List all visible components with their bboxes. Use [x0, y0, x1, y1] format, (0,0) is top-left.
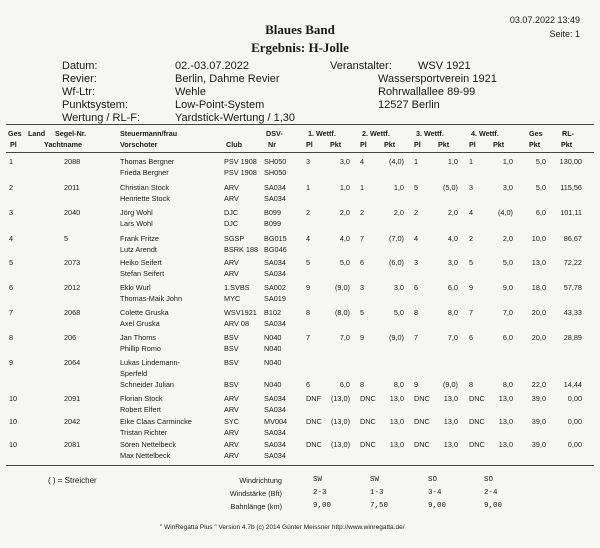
- cell-sailor: Colette Gruska: [120, 308, 169, 317]
- condition-value: SW: [370, 476, 380, 484]
- header-dsv: DSV-: [266, 129, 283, 138]
- cell-race-points: 8,0: [447, 308, 458, 317]
- header-race-pkt: Pkt: [330, 140, 342, 149]
- cell-race-points: 8,0: [502, 380, 513, 389]
- cell-sailor: Jörg Wohl: [120, 208, 153, 217]
- meta-value: Wehle: [175, 86, 206, 98]
- cell-club: ARV: [224, 194, 239, 203]
- header-ges: Ges: [8, 129, 22, 138]
- condition-value: SO: [428, 476, 438, 484]
- cell-total-points: 5,0: [535, 157, 546, 166]
- meta-label: Revier:: [62, 73, 97, 85]
- cell-race-points: (7,0): [388, 234, 404, 243]
- condition-value: 3-4: [428, 489, 442, 497]
- cell-club: BSV: [224, 333, 239, 342]
- header-race-pl: Pl: [469, 140, 476, 149]
- cell-rl-points: 43,33: [563, 308, 582, 317]
- header-race-4: 4. Wettf.: [471, 129, 499, 138]
- table-bottom-rule: [6, 465, 594, 466]
- cell-race-points: (4,0): [388, 157, 404, 166]
- cell-race-points: 6,0: [502, 333, 513, 342]
- cell-race-place: 9: [469, 283, 474, 292]
- cell-total-points: 13,0: [531, 258, 546, 267]
- cell-rl-points: 28,89: [563, 333, 582, 342]
- cell-race-place: DNC: [360, 440, 376, 449]
- cell-race-points: 2,0: [393, 208, 404, 217]
- cell-rl-points: 86,67: [563, 234, 582, 243]
- cell-race-points: 5,0: [393, 308, 404, 317]
- cell-race-points: 2,0: [502, 234, 513, 243]
- header-rl: RL-: [562, 129, 574, 138]
- cell-race-place: 6: [469, 333, 474, 342]
- header-race-pkt: Pkt: [384, 140, 396, 149]
- cell-rl-points: 130,00: [559, 157, 582, 166]
- header-race-pkt: Pkt: [438, 140, 450, 149]
- header-top-rule: [6, 124, 594, 125]
- cell-sailor: Florian Stock: [120, 394, 163, 403]
- cell-rl-points: 0,00: [567, 440, 582, 449]
- cell-race-points: 13,0: [443, 417, 458, 426]
- cell-race-place: 7: [360, 234, 365, 243]
- cell-dsv-number: SA034: [264, 269, 286, 278]
- cell-dsv-number: MV004: [264, 417, 288, 426]
- cell-sail-number: 2042: [64, 417, 81, 426]
- condition-value: SW: [313, 476, 323, 484]
- cell-race-place: DNC: [414, 440, 430, 449]
- cell-race-points: 9,0: [502, 283, 513, 292]
- organizer-line: Wassersportverein 1921: [378, 73, 497, 85]
- cell-sail-number: 2012: [64, 283, 81, 292]
- cell-race-place: 5: [414, 183, 419, 192]
- cell-race-place: 8: [414, 308, 419, 317]
- cell-rank: 10: [9, 417, 18, 426]
- cell-rank: 2: [9, 183, 14, 192]
- cell-race-points: 13,0: [443, 440, 458, 449]
- meta-value: Low-Point-System: [175, 99, 265, 111]
- cell-race-place: 1: [469, 157, 474, 166]
- cell-race-place: DNC: [469, 440, 485, 449]
- cell-sailor: Thomas Bergner: [120, 157, 175, 166]
- cell-race-points: (13,0): [330, 440, 350, 449]
- cell-dsv-number: B102: [264, 308, 282, 317]
- cell-sailor: Axel Gruska: [120, 319, 160, 328]
- organizer-line: 12527 Berlin: [378, 99, 440, 111]
- condition-label: Windstärke (Bft): [229, 489, 282, 498]
- cell-dsv-number: N040: [264, 358, 282, 367]
- cell-total-points: 39,0: [531, 440, 546, 449]
- cell-race-place: 3: [469, 183, 474, 192]
- timestamp: 03.07.2022 13:49: [509, 15, 580, 25]
- cell-race-points: 5,0: [339, 258, 350, 267]
- meta-label: Datum:: [62, 60, 98, 72]
- cell-race-points: (9,0): [334, 283, 350, 292]
- header-race-1: 1. Wettf.: [308, 129, 336, 138]
- cell-club: BSV: [224, 380, 239, 389]
- results-subtitle: Ergebnis: H-Jolle: [251, 40, 349, 55]
- cell-sail-number: 2068: [64, 308, 81, 317]
- cell-rank: 10: [9, 394, 18, 403]
- condition-value: 2-4: [484, 489, 498, 497]
- cell-dsv-number: SA034: [264, 405, 286, 414]
- cell-race-points: 6,0: [339, 380, 350, 389]
- cell-dsv-number: N040: [264, 380, 282, 389]
- cell-sailor: Ekki Wurl: [120, 283, 151, 292]
- header-race-2: 2. Wettf.: [362, 129, 390, 138]
- header-race-pl: Pl: [360, 140, 367, 149]
- cell-sailor: Frank Fritze: [120, 234, 159, 243]
- header-land: Land: [28, 129, 46, 138]
- cell-sailor: Thomas-Maik John: [120, 294, 183, 303]
- cell-race-points: (4,0): [497, 208, 513, 217]
- cell-race-points: (8,0): [334, 308, 350, 317]
- cell-race-place: 2: [360, 208, 365, 217]
- cell-sailor: Jan Thoms: [120, 333, 156, 342]
- header-vorschoter: Vorschoter: [120, 140, 158, 149]
- meta-value: Yardstick-Wertung / 1,30: [175, 112, 296, 124]
- event-title: Blaues Band: [265, 22, 335, 37]
- cell-sailor: Phillip Romo: [120, 344, 161, 353]
- cell-total-points: 10,0: [531, 234, 546, 243]
- header-race-3: 3. Wettf.: [416, 129, 444, 138]
- cell-race-points: 1,0: [393, 183, 404, 192]
- cell-club: ARV: [224, 258, 239, 267]
- cell-total-points: 22,0: [531, 380, 546, 389]
- cell-race-points: 13,0: [498, 394, 513, 403]
- cell-race-points: 1,0: [339, 183, 350, 192]
- cell-race-place: DNC: [360, 417, 376, 426]
- condition-value: 9,00: [313, 502, 332, 510]
- cell-race-place: DNC: [414, 394, 430, 403]
- cell-race-points: 7,0: [502, 308, 513, 317]
- cell-rl-points: 115,56: [560, 183, 582, 192]
- cell-race-place: DNC: [469, 394, 485, 403]
- cell-dsv-number: B099: [264, 208, 282, 217]
- cell-race-place: 9: [360, 333, 365, 342]
- cell-total-points: 6,0: [535, 208, 546, 217]
- cell-race-points: (5,0): [442, 183, 458, 192]
- condition-value: 9,00: [428, 502, 447, 510]
- cell-club: ARV 08: [224, 319, 250, 328]
- condition-value: 9,00: [484, 502, 503, 510]
- cell-rank: 3: [9, 208, 14, 217]
- cell-sailor: Eike Claas Carmincke: [120, 417, 192, 426]
- cell-race-points: 2,0: [339, 208, 350, 217]
- cell-race-place: 5: [469, 258, 474, 267]
- header-rl-pkt: Pkt: [561, 140, 573, 149]
- cell-club: ARV: [224, 183, 239, 192]
- cell-club: ARV: [224, 451, 239, 460]
- cell-race-points: (9,0): [388, 333, 404, 342]
- cell-total-points: 39,0: [531, 394, 546, 403]
- cell-race-place: 3: [306, 157, 311, 166]
- cell-sailor: Frieda Bergner: [120, 168, 169, 177]
- meta-value: 02.-03.07.2022: [175, 60, 250, 72]
- cell-race-place: DNC: [469, 417, 485, 426]
- cell-rank: 7: [9, 308, 14, 317]
- header-race-pl: Pl: [414, 140, 421, 149]
- cell-race-points: 3,0: [502, 183, 513, 192]
- cell-race-place: 4: [469, 208, 474, 217]
- cell-race-points: 8,0: [393, 380, 404, 389]
- cell-sail-number: 2088: [64, 157, 81, 166]
- meta-label: Wf-Ltr:: [62, 86, 95, 98]
- cell-race-points: (13,0): [330, 394, 350, 403]
- cell-race-place: DNF: [306, 394, 321, 403]
- cell-race-place: DNC: [306, 417, 322, 426]
- cell-dsv-number: SA002: [264, 283, 286, 292]
- cell-dsv-number: SA034: [264, 428, 286, 437]
- header-steuer: Steuermann/frau: [120, 129, 178, 138]
- cell-sailor: Tristan Richter: [120, 428, 168, 437]
- cell-sailor: Henriette Stock: [120, 194, 170, 203]
- header-pl: Pl: [10, 140, 17, 149]
- cell-sail-number: 5: [64, 234, 69, 243]
- cell-sailor: Robert Elfert: [120, 405, 161, 414]
- cell-dsv-number: N040: [264, 344, 282, 353]
- cell-rank: 5: [9, 258, 14, 267]
- cell-dsv-number: BG046: [264, 245, 287, 254]
- cell-sail-number: 2011: [64, 183, 80, 192]
- cell-race-points: 13,0: [389, 440, 404, 449]
- condition-label: Windrichtung: [239, 476, 282, 485]
- header-ges-pkt: Ges: [529, 129, 543, 138]
- cell-sailor: Lutz Arendt: [120, 245, 157, 254]
- cell-race-place: 1: [414, 157, 419, 166]
- cell-rank: 6: [9, 283, 14, 292]
- cell-rank: 10: [9, 440, 18, 449]
- cell-dsv-number: SA034: [264, 440, 286, 449]
- cell-sailor: Sören Nettelbeck: [120, 440, 176, 449]
- cell-race-points: 7,0: [447, 333, 458, 342]
- cell-club: MYC: [224, 294, 241, 303]
- cell-rl-points: 14,44: [563, 380, 582, 389]
- cell-race-points: 1,0: [502, 157, 513, 166]
- cell-sailor: Max Nettelbeck: [120, 451, 171, 460]
- cell-race-points: 5,0: [502, 258, 513, 267]
- condition-value: 2-3: [313, 489, 327, 497]
- cell-race-points: (13,0): [330, 417, 350, 426]
- cell-sailor: Lukas Lindemann-: [120, 358, 181, 367]
- organizer-code: WSV 1921: [418, 60, 471, 72]
- cell-race-place: 2: [469, 234, 474, 243]
- cell-club: BSRK 188: [224, 245, 259, 254]
- cell-race-points: 13,0: [498, 417, 513, 426]
- cell-total-points: 18,0: [531, 283, 546, 292]
- header-club: Club: [226, 140, 242, 149]
- cell-club: PSV 1908: [224, 168, 257, 177]
- cell-total-points: 20,0: [531, 333, 546, 342]
- cell-total-points: 39,0: [531, 417, 546, 426]
- cell-sail-number: 2040: [64, 208, 81, 217]
- cell-race-place: 7: [414, 333, 419, 342]
- cell-rank: 8: [9, 333, 14, 342]
- cell-race-points: 3,0: [339, 157, 350, 166]
- cell-race-place: 4: [360, 157, 365, 166]
- cell-dsv-number: SH050: [264, 157, 287, 166]
- cell-total-points: 5,0: [535, 183, 546, 192]
- cell-club: ARV: [224, 428, 239, 437]
- cell-club: ARV: [224, 269, 239, 278]
- cell-race-points: (9,0): [442, 380, 458, 389]
- cell-race-place: DNC: [306, 440, 322, 449]
- cell-race-place: 2: [414, 208, 419, 217]
- organizer-label: Veranstalter:: [330, 60, 392, 72]
- header-race-pl: Pl: [306, 140, 313, 149]
- cell-sail-number: 206: [64, 333, 77, 342]
- cell-club: ARV: [224, 440, 239, 449]
- cell-dsv-number: B099: [264, 219, 282, 228]
- cell-club: PSV 1908: [224, 157, 257, 166]
- condition-label: Bahnlänge (km): [230, 502, 282, 511]
- cell-race-place: 1: [306, 183, 311, 192]
- meta-value: Berlin, Dahme Revier: [175, 73, 280, 85]
- cell-sail-number: 2091: [64, 394, 81, 403]
- cell-rl-points: 57,78: [563, 283, 582, 292]
- cell-race-place: 6: [360, 258, 365, 267]
- cell-race-points: 4,0: [339, 234, 350, 243]
- organizer-line: Rohrwallallee 89-99: [378, 86, 476, 98]
- cell-race-points: 2,0: [447, 208, 458, 217]
- cell-race-points: 13,0: [443, 394, 458, 403]
- cell-club: DJC: [224, 208, 239, 217]
- discard-legend: ( ) = Streicher: [48, 476, 97, 485]
- cell-race-place: 3: [360, 283, 365, 292]
- cell-race-place: 9: [414, 380, 419, 389]
- cell-race-place: 1: [360, 183, 365, 192]
- cell-rank: 1: [9, 157, 14, 166]
- header-dsv-nr: Nr: [268, 140, 276, 149]
- cell-race-points: 13,0: [389, 417, 404, 426]
- cell-sailor: Schneider Julian: [120, 380, 174, 389]
- cell-race-place: 6: [306, 380, 311, 389]
- cell-club: BSV: [224, 358, 239, 367]
- cell-dsv-number: BG015: [264, 234, 287, 243]
- cell-rl-points: 0,00: [567, 417, 582, 426]
- cell-rl-points: 101,11: [560, 208, 582, 217]
- cell-rank: 4: [9, 234, 14, 243]
- cell-club: ARV: [224, 405, 239, 414]
- cell-dsv-number: SA019: [264, 294, 286, 303]
- cell-dsv-number: SA034: [264, 194, 286, 203]
- cell-race-points: 6,0: [447, 283, 458, 292]
- cell-total-points: 20,0: [531, 308, 546, 317]
- cell-race-points: 3,0: [393, 283, 404, 292]
- cell-race-points: 7,0: [339, 333, 350, 342]
- cell-race-points: 13,0: [498, 440, 513, 449]
- condition-value: 1-3: [370, 489, 384, 497]
- cell-club: SGSP: [224, 234, 245, 243]
- header-ges-pkt-label: Pkt: [529, 140, 541, 149]
- cell-race-place: 4: [414, 234, 419, 243]
- cell-club: DJC: [224, 219, 239, 228]
- cell-sailor: Heiko Seifert: [120, 258, 162, 267]
- cell-sail-number: 2081: [64, 440, 81, 449]
- cell-club: WSV1921: [224, 308, 257, 317]
- cell-dsv-number: SH050: [264, 168, 287, 177]
- cell-dsv-number: SA034: [264, 183, 286, 192]
- header-yacht: Yachtname: [44, 140, 82, 149]
- cell-race-points: 3,0: [447, 258, 458, 267]
- cell-sailor: Christian Stock: [120, 183, 170, 192]
- cell-race-place: 5: [306, 258, 311, 267]
- cell-dsv-number: N040: [264, 333, 282, 342]
- cell-club: ARV: [224, 394, 239, 403]
- cell-rank: 9: [9, 358, 14, 367]
- header-bottom-rule: [6, 152, 594, 153]
- cell-race-place: 6: [414, 283, 419, 292]
- cell-race-points: 13,0: [389, 394, 404, 403]
- cell-race-place: 8: [360, 380, 365, 389]
- meta-label: Wertung / RL-F:: [62, 112, 141, 124]
- cell-race-place: 7: [306, 333, 311, 342]
- cell-race-place: DNC: [414, 417, 430, 426]
- cell-sailor: Sperfeld: [120, 369, 148, 378]
- cell-sail-number: 2073: [64, 258, 81, 267]
- cell-dsv-number: SA034: [264, 258, 286, 267]
- cell-race-place: 7: [469, 308, 474, 317]
- cell-dsv-number: SA034: [264, 394, 286, 403]
- header-race-pkt: Pkt: [493, 140, 505, 149]
- cell-race-place: 5: [360, 308, 365, 317]
- cell-race-place: 2: [306, 208, 311, 217]
- cell-rl-points: 72,22: [563, 258, 582, 267]
- cell-race-place: 3: [414, 258, 419, 267]
- header-segel: Segel-Nr.: [55, 129, 87, 138]
- page-number: Seite: 1: [549, 29, 580, 39]
- cell-club: 1.SVBS: [224, 283, 250, 292]
- cell-race-place: 4: [306, 234, 311, 243]
- cell-race-place: 8: [469, 380, 474, 389]
- cell-club: SYC: [224, 417, 240, 426]
- cell-race-place: DNC: [360, 394, 376, 403]
- cell-rl-points: 0,00: [567, 394, 582, 403]
- cell-race-points: (6,0): [388, 258, 404, 267]
- cell-race-place: 8: [306, 308, 311, 317]
- cell-sailor: Lars Wohl: [120, 219, 153, 228]
- cell-dsv-number: SA034: [264, 319, 286, 328]
- cell-race-points: 4,0: [447, 234, 458, 243]
- meta-label: Punktsystem:: [62, 99, 129, 111]
- condition-value: SO: [484, 476, 494, 484]
- cell-race-place: 9: [306, 283, 311, 292]
- cell-club: BSV: [224, 344, 239, 353]
- cell-sail-number: 2064: [64, 358, 81, 367]
- cell-sailor: Stefan Seifert: [120, 269, 165, 278]
- software-footer: " WinRegatta Plus " Version 4.7b (c) 2014 Günter Meissner http://www.winregatta.de/: [160, 524, 405, 531]
- cell-race-points: 1,0: [447, 157, 458, 166]
- condition-value: 7,50: [370, 502, 389, 510]
- cell-dsv-number: SA034: [264, 451, 286, 460]
